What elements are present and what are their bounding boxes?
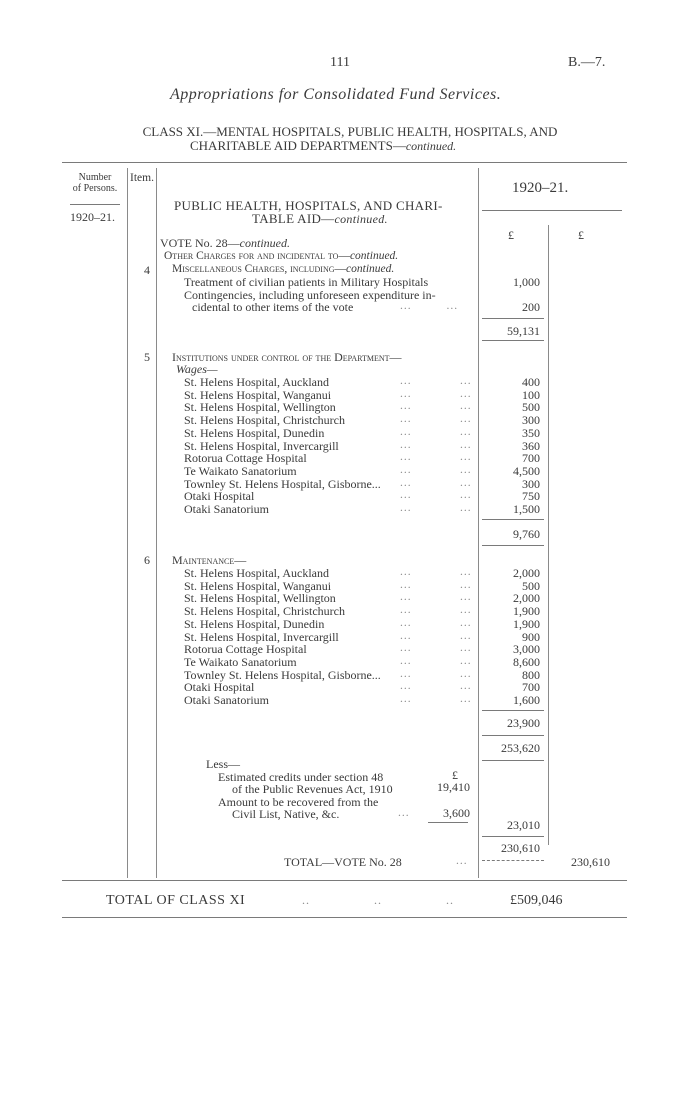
pound-symbol-col1: £ [508,228,514,242]
leader-dots: ... [460,629,472,642]
list-item-value: 1,900 [513,604,540,619]
list-item-value: 1,600 [513,693,540,707]
subtotal-rule [482,836,544,837]
persons-header-rule [70,204,120,205]
leader-dots: ... [460,438,472,451]
less-line1: Estimated credits under section 48 [218,770,384,784]
running-total: 253,620 [501,741,540,755]
subtotal-rule [482,318,544,319]
list-item-value: 700 [522,680,540,695]
col-divider-item [156,168,157,878]
list-item-label: Te Waikato Sanatorium [184,654,297,669]
class-heading-line2: CHARITABLE AID DEPARTMENTS—continued. [190,138,457,153]
year-header-rule [482,210,622,211]
list-item-label: Otaki Hospital [184,489,255,504]
leader-dots: ... [400,667,412,680]
subtotal-rule [482,519,544,520]
year-header-amount: 1920–21. [512,180,569,196]
leader-dots: ... [460,654,472,667]
list-item-value: 2,000 [513,566,540,580]
list-item-label: St. Helens Hospital, Auckland [184,375,329,389]
list-item-label: Otaki Sanatorium [184,693,269,707]
pound-symbol-col2: £ [578,228,584,242]
col-divider-amount [478,168,479,878]
list-item-value: 8,600 [513,654,540,669]
subtotal-rule [482,340,544,341]
leader-dots: ... [400,413,412,426]
page-reference: B.—7. [568,55,606,70]
leader-dots: ... [400,642,412,655]
class-total-label: TOTAL OF CLASS XI [106,893,246,908]
list-item-value: 4,500 [513,463,540,478]
leader-dots: .. .. .. [302,893,454,907]
leader-dots: ... [460,413,472,426]
list-item-value: 750 [522,489,540,504]
subtotal-rule [482,710,544,711]
leader-dots: ... [400,566,412,578]
leader-dots: ... [400,425,412,438]
treatment-value: 1,000 [513,275,540,289]
contingencies-value: 200 [522,300,540,314]
leader-dots: ... [460,591,472,604]
net-total: 230,610 [501,841,540,855]
class-heading-line1: CLASS XI.—MENTAL HOSPITALS, PUBLIC HEALTH, HOSPITALS, AND [142,124,558,139]
less-civil-list-value: 3,600 [443,806,470,820]
subtotal-rule [482,545,544,546]
leader-dots: ... [460,578,472,591]
leader-dots: ... [400,400,412,413]
list-item-label: Rotorua Cottage Hospital [184,642,307,657]
list-item-label: St. Helens Hospital, Wellington [184,400,336,415]
item-number-5: 5 [144,350,150,364]
col-divider-pounds [548,225,549,845]
leader-dots: ... [460,642,472,655]
list-item-value: 360 [522,438,540,453]
list-item-value: 900 [522,629,540,644]
leader-dots: ... [456,855,468,867]
wages-subtotal: 9,760 [513,527,540,541]
wages-heading: Wages— [176,362,218,376]
other-charges-heading: Other Charges for and incidental to—continued. [164,250,399,262]
list-item-label: Rotorua Cottage Hospital [184,451,307,466]
leader-dots: ... [400,375,412,387]
list-item-value: 300 [522,413,540,428]
less-pound-symbol: £ [452,768,458,782]
vote-total-label: TOTAL—VOTE No. 28 [284,855,402,869]
list-item-value: 100 [522,387,540,402]
leader-dots: ... [400,591,412,604]
leader-dots: ... [400,680,412,693]
list-item-value: 500 [522,400,540,415]
leader-dots: ... [460,604,472,617]
contingencies-label-line2: cidental to other items of the vote [192,300,354,314]
list-item-value: 800 [522,667,540,682]
leader-dots: ... [400,629,412,642]
item-number-4: 4 [144,263,150,277]
leader-dots: ... [400,502,412,514]
vote-total-value: 230,610 [571,855,610,869]
leader-dots: ... [400,463,412,476]
maintenance-subtotal: 23,900 [507,716,540,730]
list-item-label: Otaki Hospital [184,680,255,695]
less-sum: 23,010 [507,818,540,832]
misc-subtotal: 59,131 [507,324,540,338]
leader-dots: ... [400,616,412,629]
leader-dots: ... [460,693,472,705]
misc-charges-heading: Miscellaneous Charges, including—continued. [172,263,395,275]
contingencies-label-line1: Contingencies, including unforeseen expenditure in- [184,288,436,302]
list-item-value: 400 [522,375,540,389]
leader-dots: ... [460,566,472,578]
leader-dots: ... [400,451,412,464]
leader-dots: ... [460,387,472,400]
vote-total-leader [482,860,544,861]
list-item-label: St. Helens Hospital, Wanganui [184,578,332,593]
leader-dots: ... [460,425,472,438]
leader-dots: ... [460,451,472,464]
leader-dots: ... [460,680,472,693]
leader-dots: ... [460,375,472,387]
list-item-label: Te Waikato Sanatorium [184,463,297,478]
leader-dots: ... [400,438,412,451]
treatment-label: Treatment of civilian patients in Military Hospitals [184,275,429,289]
list-item-label: St. Helens Hospital, Wanganui [184,387,332,402]
list-item-label: St. Helens Hospital, Invercargill [184,438,339,453]
list-item-label: Townley St. Helens Hospital, Gisborne... [184,476,381,491]
page-title: Appropriations for Consolidated Fund Services. [170,86,502,103]
item-number-6: 6 [144,553,150,567]
page-number: 111 [330,55,350,70]
list-item-label: St. Helens Hospital, Dunedin [184,616,325,631]
list-item-label: St. Helens Hospital, Christchurch [184,413,345,428]
leader-dots: ... [400,578,412,591]
table-top-rule [62,162,627,163]
institutions-heading: Institutions under control of the Department— [172,350,402,364]
list-item-label: St. Helens Hospital, Christchurch [184,604,345,619]
list-item-value: 500 [522,578,540,593]
less-sum-rule [428,822,468,823]
leader-dots: ... [460,489,472,502]
less-credit-value: 19,410 [437,780,470,794]
list-item-value: 3,000 [513,642,540,657]
section-heading-line1: PUBLIC HEALTH, HOSPITALS, AND CHARI- [174,198,443,213]
list-item-label: Townley St. Helens Hospital, Gisborne... [184,667,381,682]
list-item-value: 1,900 [513,616,540,631]
leader-dots: ... [460,476,472,489]
list-item-value: 300 [522,476,540,491]
list-item-value: 1,500 [513,502,540,516]
item-header: Item. [130,172,154,184]
leader-dots: ... [400,489,412,502]
list-item-label: St. Helens Hospital, Invercargill [184,629,339,644]
year-header-persons: 1920–21. [70,210,115,224]
less-line3: Amount to be recovered from the [218,795,379,809]
col-divider-persons [127,168,128,878]
list-item-label: St. Helens Hospital, Wellington [184,591,336,606]
leader-dots: ... [460,463,472,476]
class-total-bottom-rule [62,917,627,918]
maintenance-heading: Maintenance— [172,553,247,567]
list-item-value: 700 [522,451,540,466]
list-item-label: St. Helens Hospital, Dunedin [184,425,325,440]
vote-heading: VOTE No. 28—continued. [160,236,290,250]
subtotal-rule [482,735,544,736]
list-item-value: 350 [522,425,540,440]
subtotal-rule [482,760,544,761]
class-total-top-rule [62,880,627,881]
class-total-value: £509,046 [510,893,563,908]
list-item-label: St. Helens Hospital, Auckland [184,566,329,580]
less-line4: Civil List, Native, &c. [232,807,340,821]
leader-dots: ... [400,604,412,617]
less-heading: Less— [206,757,240,771]
section-heading-line2: TABLE AID—continued. [252,211,388,226]
less-line2: of the Public Revenues Act, 1910 [232,782,393,796]
leader-dots: ... ... [400,300,459,312]
leader-dots: ... [400,387,412,400]
leader-dots: ... [460,616,472,629]
leader-dots: ... [460,667,472,680]
list-item-label: Otaki Sanatorium [184,502,269,516]
leader-dots: ... [400,693,412,705]
leader-dots: ... [398,807,410,819]
leader-dots: ... [460,400,472,413]
leader-dots: ... [400,654,412,667]
leader-dots: ... [460,502,472,514]
list-item-value: 2,000 [513,591,540,606]
leader-dots: ... [400,476,412,489]
number-of-persons-header: Number of Persons. [72,172,118,194]
